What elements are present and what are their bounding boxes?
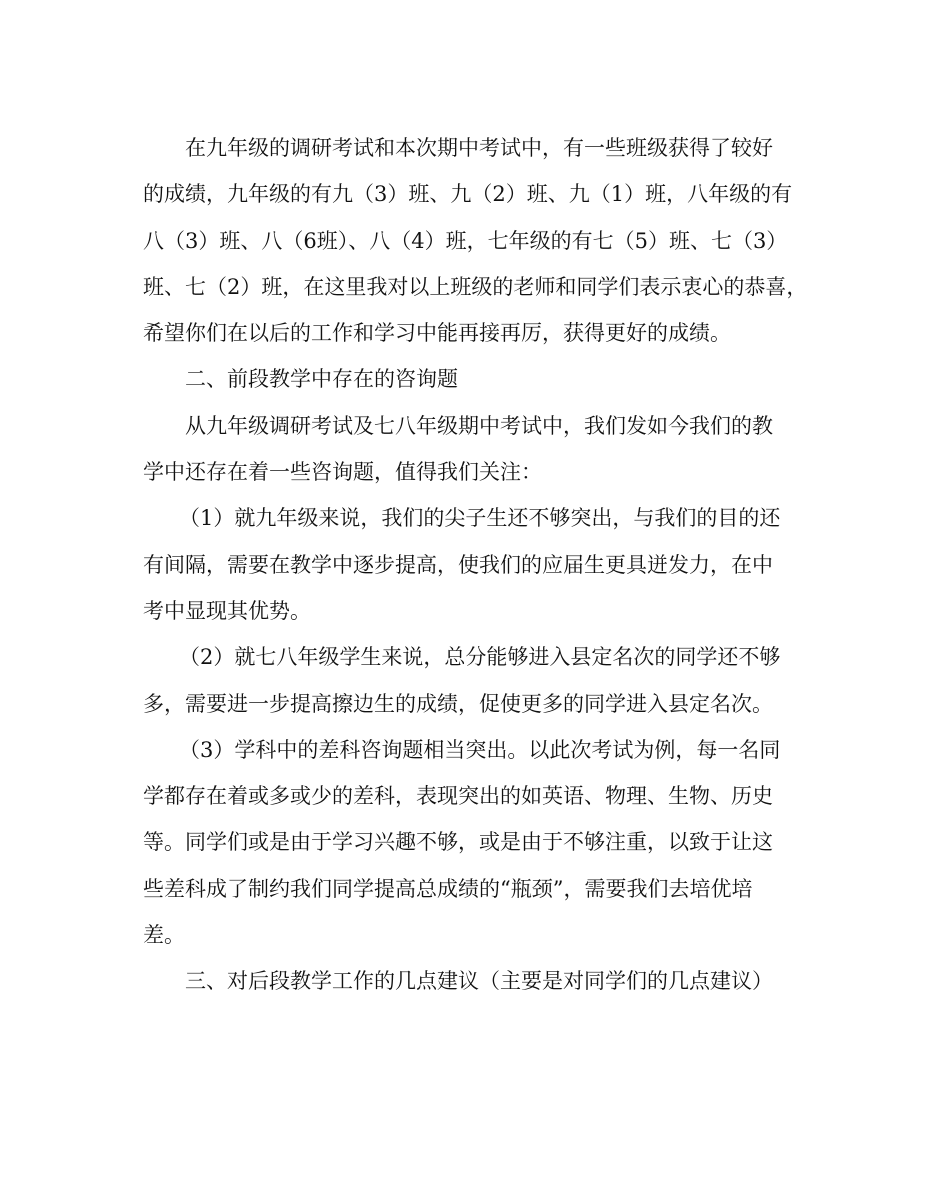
- text-line: 的成绩，九年级的有九（3）班、九（2）班、九（1）班，八年级的有: [143, 182, 793, 207]
- text-line: 希望你们在以后的工作和学习中能再接再厉，获得更好的成绩。: [143, 321, 731, 346]
- text-line: 学都存在着或多或少的差科，表现突出的如英语、物理、生物、历史: [143, 784, 773, 809]
- text-line: 从九年级调研考试及七八年级期中考试中，我们发如今我们的教: [185, 413, 773, 438]
- text-line: 班、七（2）班，在这里我对以上班级的老师和同学们表示衷心的恭喜，: [143, 274, 808, 299]
- text-line: 些差科成了制约我们同学提高总成绩的“瓶颈”，需要我们去培优培: [143, 876, 753, 901]
- text-line: 有间隔，需要在教学中逐步提高，使我们的应届生更具迸发力，在中: [143, 552, 773, 577]
- text-line: 在九年级的调研考试和本次期中考试中，有一些班级获得了较好: [185, 136, 773, 160]
- document-body: [143, 125, 823, 1005]
- text-line: 多，需要进一步提高擦边生的成绩，促使更多的同学进入县定名次。: [143, 691, 773, 716]
- text-line: 学中还存在着一些咨询题，值得我们关注：: [143, 460, 542, 485]
- text-line: 差。: [143, 923, 185, 948]
- list-item: （1）就九年级来说，我们的尖子生还不够突出，与我们的目的还: [179, 506, 781, 531]
- list-item: （2）就七八年级学生来说，总分能够进入县定名次的同学还不够: [179, 645, 781, 670]
- text-line: 考中显现其优势。: [143, 598, 311, 623]
- text-line: 等。同学们或是由于学习兴趣不够，或是由于不够注重，以致于让这: [143, 830, 773, 855]
- section-heading: 二、前段教学中存在的咨询题: [185, 367, 458, 392]
- section-heading: 三、对后段教学工作的几点建议（主要是对同学们的几点建议）: [185, 969, 773, 994]
- list-item: （3）学科中的差科咨询题相当突出。以此次考试为例，每一名同: [179, 737, 781, 762]
- text-line: 八（3）班、八（6班）、八（4）班，七年级的有七（5）班、七（3）: [143, 228, 788, 253]
